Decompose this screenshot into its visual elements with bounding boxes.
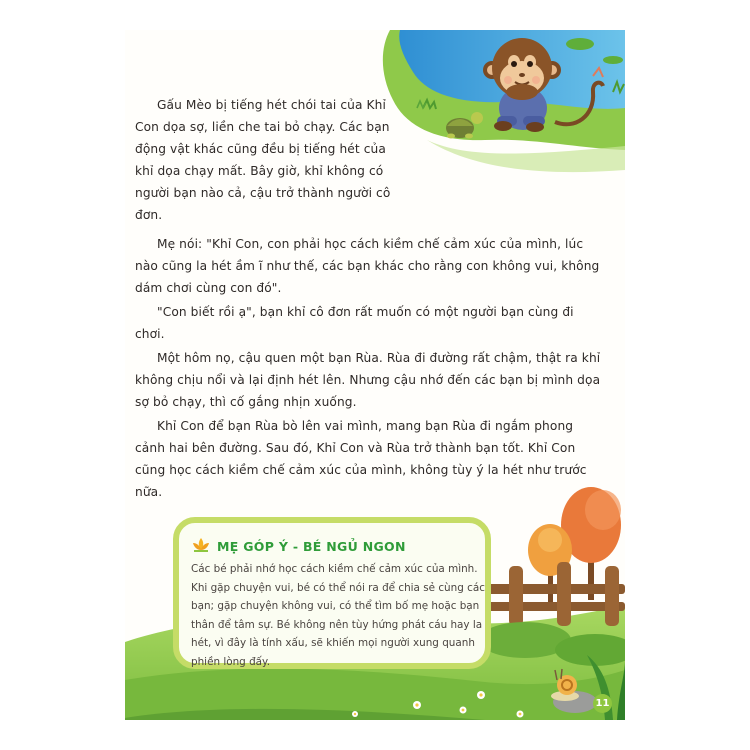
tip-text: Các bé phải nhớ học cách kiềm chế cảm xúc của mình. Khi gặp chuyện vui, bé có thể nói ra để chia sẻ cùng các bạn; gặp chuyện không vui, có thể tìm bố mẹ hoặc bạn thân để tâm sự. Bé không nên tùy hứng phát cáu hay la hét, vì đây là tính xấu, sẽ khiến mọi người xung quanh phiền lòng đấy. (191, 563, 485, 668)
tip-title: MẸ GÓP Ý - BÉ NGỦ NGON (217, 539, 406, 554)
story-paragraph-2: Mẹ nói: "Khỉ Con, con phải học cách kiềm chế cảm xúc của mình, lúc nào cũng la hét ầm ĩ như thế, các bạn khác cho rằng con không vui, không dám chơi cùng con đó". (135, 237, 600, 295)
story-paragraph-3: "Con biết rồi ạ", bạn khỉ cô đơn rất muốn có một người bạn cùng đi chơi. (135, 305, 574, 341)
page-number: 11 (593, 694, 612, 713)
story-paragraph-4: Một hôm nọ, cậu quen một bạn Rùa. Rùa đi đường rất chậm, thật ra khỉ không chịu nổi và lại định hét lên. Nhưng cậu nhớ đến các bạn bị mình dọa sợ bỏ chạy, thì cố gắng nhịn xuống. (135, 351, 601, 409)
story-paragraph-1: Gấu Mèo bị tiếng hét chói tai của Khỉ Con dọa sợ, liền che tai bỏ chạy. Các bạn động vật khác cũng đều bị tiếng hét của khỉ dọa chạy mất. Bây giờ, khỉ không có người bạn nào cả, cậu trở thành người cô đơn. (135, 98, 391, 222)
book-page (125, 30, 625, 720)
lotus-icon (191, 536, 211, 554)
story-paragraph-5: Khỉ Con để bạn Rùa bò lên vai mình, mang bạn Rùa đi ngắm phong cảnh hai bên đường. Sau đó, Khỉ Con và Rùa trở thành bạn tốt. Khỉ Con cũng học cách kiềm chế cảm xúc của mình, không tùy ý la hét như trước nữa. (135, 419, 587, 499)
tip-box (173, 517, 491, 669)
